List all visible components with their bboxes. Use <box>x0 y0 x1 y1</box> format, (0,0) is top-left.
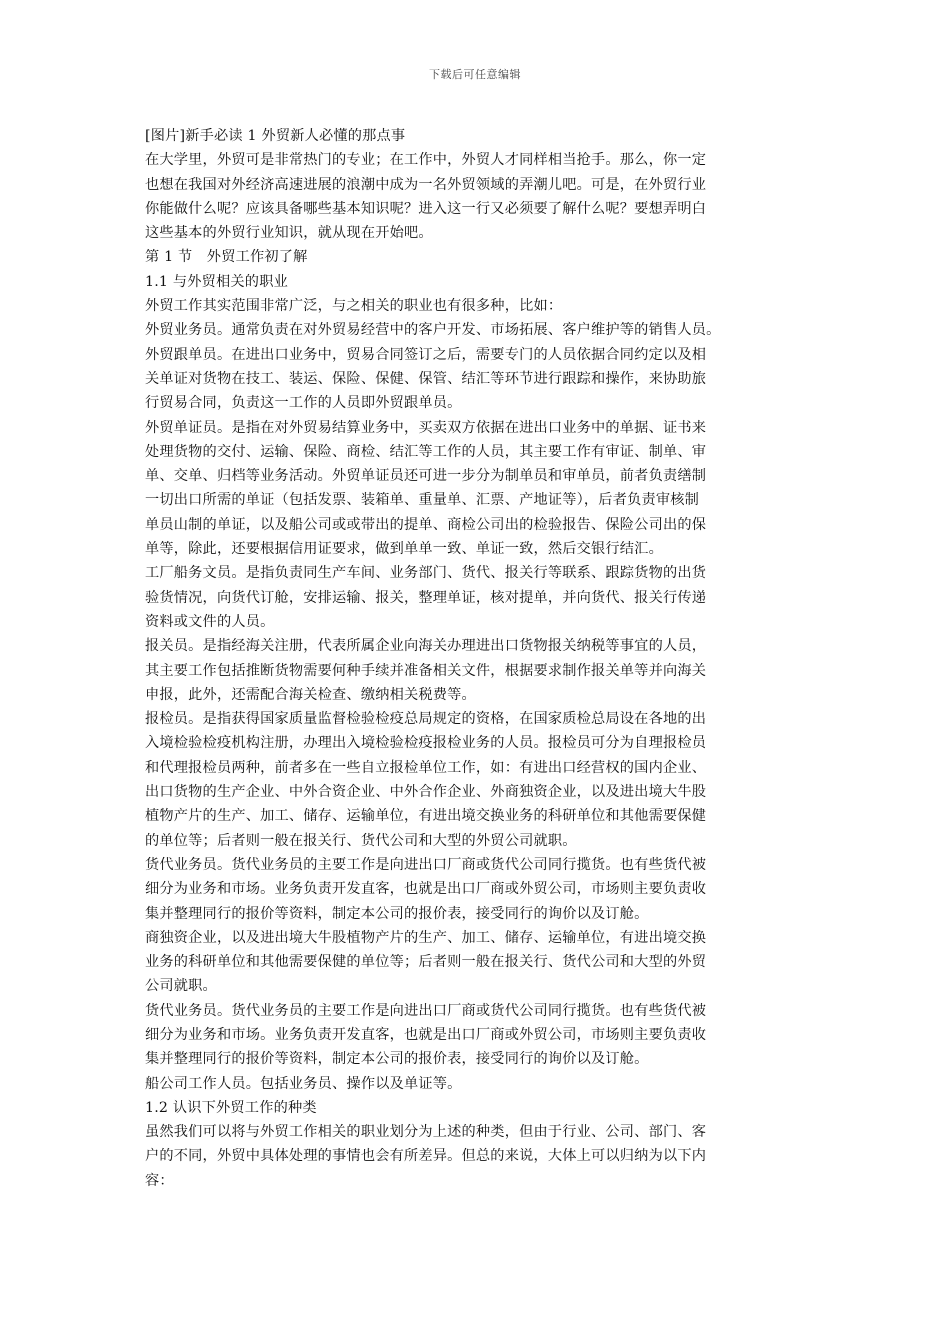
text-line: 1.2 认识下外贸工作的种类 <box>145 1099 317 1116</box>
text-line: 细分为业务和市场。业务负责开发直客，也就是出口厂商或外贸公司，市场则主要负责收 <box>145 881 707 898</box>
text-line: 外贸工作其实范围非常广泛，与之相关的职业也有很多种，比如： <box>145 298 563 315</box>
text-line: 外贸单证员。是指在对外贸易结算业务中，买卖双方依据在进出口业务中的单据、证书来 <box>145 419 707 436</box>
text-line: 外贸跟单员。在进出口业务中，贸易合同签订之后，需要专门的人员依据合同约定以及相 <box>145 346 707 363</box>
header-note: 下载后可任意编辑 <box>429 68 521 81</box>
text-line: 货代业务员。货代业务员的主要工作是向进出口厂商或货代公司同行揽货。也有些货代被 <box>145 1002 707 1019</box>
text-line: 商独资企业，以及进出境大牛股植物产片的生产、加工、储存、运输单位，有进出境交换 <box>145 929 707 946</box>
text-line: 植物产片的生产、加工、储存、运输单位，有进出境交换业务的科研单位和其他需要保健 <box>145 808 707 825</box>
text-line: 申报，此外，还需配合海关检查、缴纳相关税费等。 <box>145 686 476 703</box>
text-line: 和代理报检员两种，前者多在一些自立报检单位工作，如：有进出口经营权的国内企业、 <box>145 759 707 776</box>
text-line: 处理货物的交付、运输、保险、商检、结汇等工作的人员，其主要工作有审证、制单、审 <box>145 443 707 460</box>
text-line: 行贸易合同，负责这一工作的人员即外贸跟单员。 <box>145 395 462 412</box>
text-line: 验货情况，向货代订舱，安排运输、报关，整理单证，核对提单，并向货代、报关行传递 <box>145 589 707 606</box>
text-line: 资料或文件的人员。 <box>145 613 275 630</box>
text-line: 工厂船务文员。是指负责同生产车间、业务部门、货代、报关行等联系、跟踪货物的出货 <box>145 565 707 582</box>
text-line: 入境检验检疫机构注册，办理出入境检验检疫报检业务的人员。报检员可分为自理报检员 <box>145 735 707 752</box>
text-line: 外贸业务员。通常负责在对外贸易经营中的客户开发、市场拓展、客户维护等的销售人员。 <box>145 322 721 339</box>
text-line: 其主要工作包括推断货物需要何种手续并准备相关文件，根据要求制作报关单等并向海关 <box>145 662 707 679</box>
text-line: 报关员。是指经海关注册，代表所属企业向海关办理进出口货物报关纳税等事宜的人员， <box>145 638 707 655</box>
text-line: 1.1 与外贸相关的职业 <box>145 273 288 290</box>
text-line: 虽然我们可以将与外贸工作相关的职业划分为上述的种类，但由于行业、公司、部门、客 <box>145 1124 707 1141</box>
text-line: 你能做什么呢？应该具备哪些基本知识呢？进入这一行又必须要了解什么呢？要想弄明白 <box>145 200 707 217</box>
text-line: 单等，除此，还要根据信用证要求，做到单单一致、单证一致，然后交银行结汇。 <box>145 541 663 558</box>
text-line: 在大学里，外贸可是非常热门的专业；在工作中，外贸人才同样相当抢手。那么，你一定 <box>145 152 707 169</box>
text-line: 细分为业务和市场。业务负责开发直客，也就是出口厂商或外贸公司，市场则主要负责收 <box>145 1026 707 1043</box>
text-line: 单员山制的单证，以及船公司或或带出的提单、商检公司出的检验报告、保险公司出的保 <box>145 516 707 533</box>
text-line: 这些基本的外贸行业知识，就从现在开始吧。 <box>145 225 433 242</box>
text-line: 公司就职。 <box>145 978 217 995</box>
text-line: 货代业务员。货代业务员的主要工作是向进出口厂商或货代公司同行揽货。也有些货代被 <box>145 856 707 873</box>
text-line: [图片]新手必读 1 外贸新人必懂的那点事 <box>145 128 406 144</box>
text-line: 第 1 节 外贸工作初了解 <box>145 249 308 266</box>
text-line: 集并整理同行的报价等资料，制定本公司的报价表，接受同行的询价以及订舱。 <box>145 1051 649 1068</box>
text-line: 户的不同，外贸中具体处理的事情也会有所差异。但总的来说，大体上可以归纳为以下内 <box>145 1148 707 1165</box>
text-line: 容： <box>145 1172 174 1189</box>
document-body <box>145 124 810 1193</box>
text-line: 出口货物的生产企业、中外合资企业、中外合作企业、外商独资企业，以及进出境大牛股 <box>145 784 707 801</box>
text-line: 单、交单、归档等业务活动。外贸单证员还可进一步分为制单员和审单员，前者负责缮制 <box>145 468 707 485</box>
text-line: 业务的科研单位和其他需要保健的单位等；后者则一般在报关行、货代公司和大型的外贸 <box>145 954 707 971</box>
text-line: 船公司工作人员。包括业务员、操作以及单证等。 <box>145 1075 462 1092</box>
text-line: 也想在我国对外经济高速进展的浪潮中成为一名外贸领域的弄潮儿吧。可是，在外贸行业 <box>145 176 707 193</box>
text-line: 报检员。是指获得国家质量监督检验检疫总局规定的资格，在国家质检总局设在各地的出 <box>145 711 707 728</box>
text-line: 一切出口所需的单证（包括发票、装箱单、重量单、汇票、产地证等），后者负责审核制 <box>145 492 700 509</box>
text-line: 的单位等；后者则一般在报关行、货代公司和大型的外贸公司就职。 <box>145 832 577 849</box>
text-line: 关单证对货物在技工、装运、保险、保健、保管、结汇等环节进行跟踪和操作，来协助旅 <box>145 370 707 387</box>
text-line: 集并整理同行的报价等资料，制定本公司的报价表，接受同行的询价以及订舱。 <box>145 905 649 922</box>
